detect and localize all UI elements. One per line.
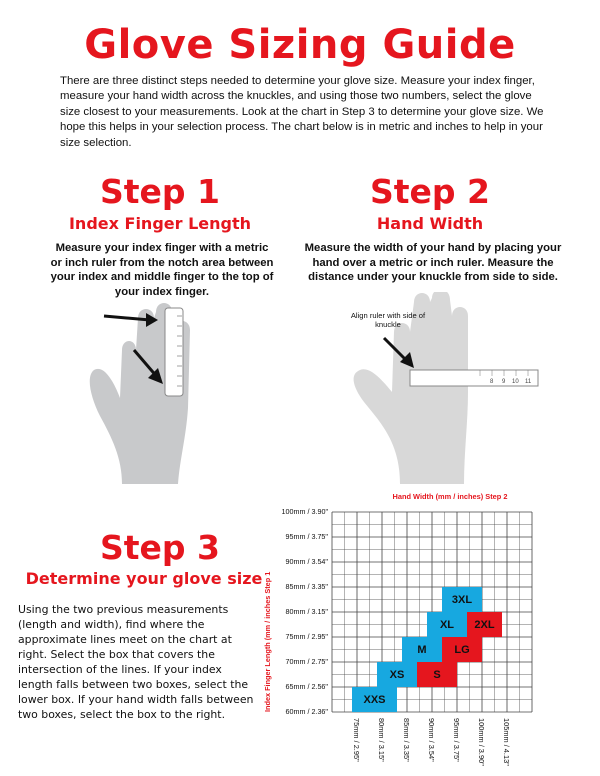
svg-text:9: 9 (502, 379, 506, 385)
y-tick-label: 90mm / 3.54" (285, 557, 328, 566)
step1-description: Measure your index finger with a metric or inch ruler from the notch area between your index and middle finger to the top of your index finger. (50, 242, 274, 298)
step2-description: Measure the width of your hand by placing your hand over a metric or inch ruler. Measure the distance under your knuckle from side to side. (304, 242, 562, 284)
y-tick-label: 85mm / 3.35" (285, 582, 328, 591)
y-tick-label: 60mm / 2.36" (285, 707, 328, 716)
svg-text:8: 8 (490, 379, 494, 385)
size-box-m: M (402, 637, 442, 662)
y-tick-label: 100mm / 3.90" (281, 507, 328, 516)
x-tick-label: 80mm / 3.15" (377, 718, 386, 762)
x-tick-label: 95mm / 3.75" (452, 718, 461, 762)
y-tick-label: 65mm / 2.56" (285, 682, 328, 691)
page-title: Glove Sizing Guide (84, 22, 516, 68)
svg-text:11: 11 (525, 379, 532, 385)
x-tick-label: 75mm / 2.95" (352, 718, 361, 762)
step2-subheading: Hand Width (376, 214, 484, 233)
intro-paragraph: There are three distinct steps needed to determine your glove size. Measure your index finger, measure your hand width across the knuckles, and using those two numbers, select the glove size closest to your measurements. Look at the chart in Step 3 to determine your glove size. We hope this helps in your selection process. The chart below is in metric and inches to help in your size selection. (60, 75, 544, 149)
step1-subheading: Index Finger Length (68, 214, 252, 233)
step1-heading: Step 1 (100, 172, 220, 211)
size-box-lg: LG (442, 637, 482, 662)
size-box-2xl: 2XL (467, 612, 502, 637)
x-tick-label: 100mm / 3.90" (477, 718, 486, 766)
y-tick-label: 95mm / 3.75" (285, 532, 328, 541)
y-tick-label: 70mm / 2.75" (285, 657, 328, 666)
step3-heading: Step 3 (100, 528, 220, 567)
y-tick-label: 75mm / 2.95" (285, 632, 328, 641)
svg-text:10: 10 (512, 379, 519, 385)
ruler-icon (410, 370, 538, 386)
x-tick-label: 90mm / 3.54" (427, 718, 436, 762)
step2-heading: Step 2 (370, 172, 490, 211)
chart-y-axis-label: Index Finger Length (mm / inches Step 1 (263, 571, 272, 712)
size-box-xl: XL (427, 612, 467, 637)
size-box-s: S (417, 662, 457, 687)
ruler-icon (165, 308, 183, 396)
size-box-xs: XS (377, 662, 417, 687)
y-tick-label: 80mm / 3.15" (285, 607, 328, 616)
hand-illustration-index (60, 298, 280, 496)
ruler-callout: Align ruler with side of knuckle (350, 311, 426, 329)
chart-title: Hand Width (mm / inches) Step 2 (392, 492, 508, 501)
x-tick-label: 105mm / 4.13" (502, 718, 511, 766)
x-tick-label: 85mm / 3.35" (402, 718, 411, 762)
step3-subheading: Determine your glove size (25, 569, 263, 588)
size-box-xxs: XXS (352, 687, 397, 712)
size-box-3xl: 3XL (442, 587, 482, 612)
step3-description: Using the two previous measurements (length and width), find where the approximate lines meet on the chart at right. Select the box that covers the intersection of the lines. If your index length falls between two boxes, select the lower box. If your hand width falls between two boxes, select the box to the right. (18, 603, 254, 721)
